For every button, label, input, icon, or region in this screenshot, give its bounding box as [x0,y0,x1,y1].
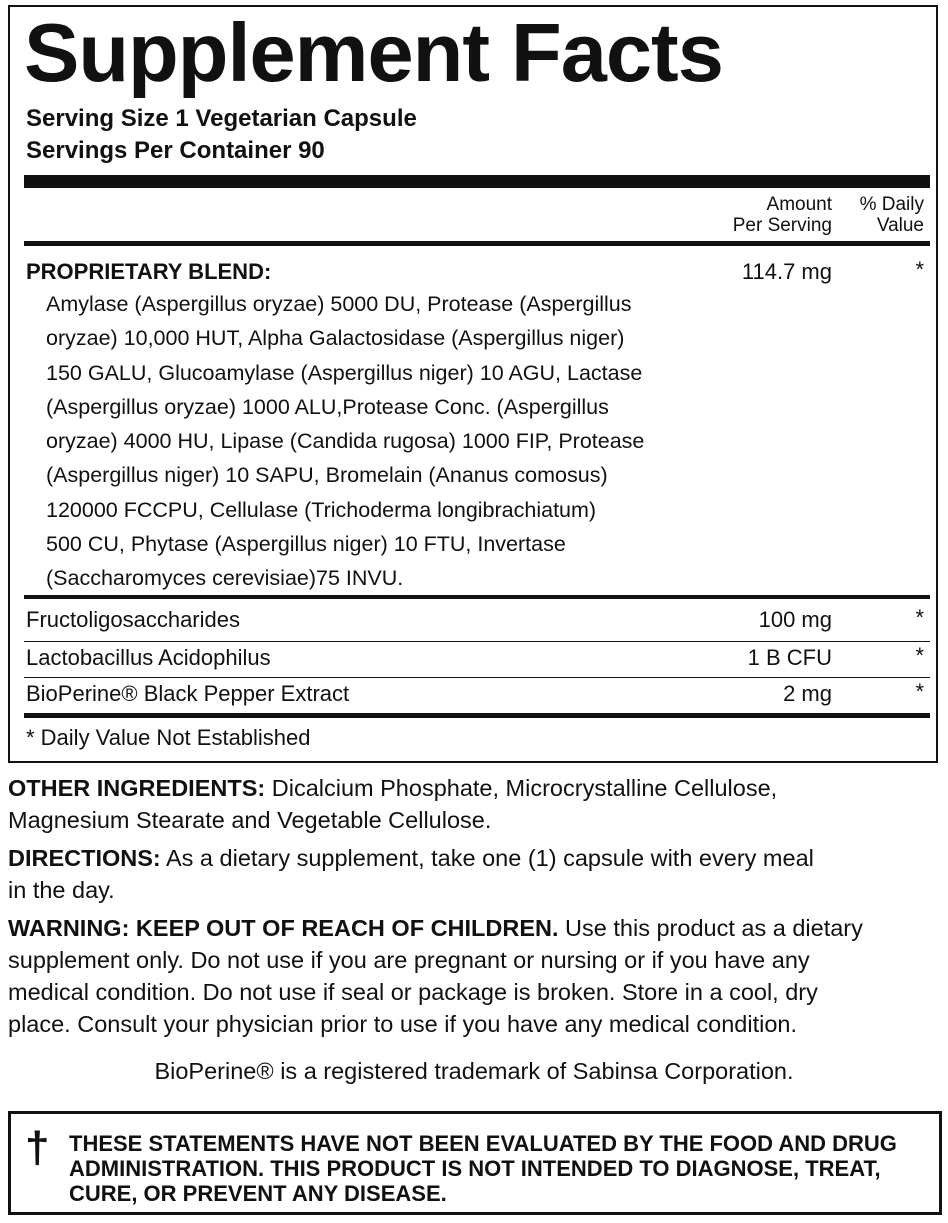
blend-name: PROPRIETARY BLEND: [26,259,272,284]
other-ingredients-label: OTHER INGREDIENTS: [8,775,266,801]
thick-divider [24,175,930,188]
footnote: * Daily Value Not Established [26,725,311,750]
other-ingredients-text: Magnesium Stearate and Vegetable Cellulose. [8,807,492,833]
warning-text: medical condition. Do not use if seal or package is broken. Store in a cool, dry [8,979,818,1005]
blend-line: oryzae) 10,000 HUT, Alpha Galactosidase (Aspergillus niger) [46,326,625,351]
dv-header-line-2: Value [876,215,924,236]
disclaimer-line: CURE, OR PREVENT ANY DISEASE. [69,1181,447,1206]
blend-line: (Aspergillus oryzae) 1000 ALU,Protease Conc. (Aspergillus [46,394,609,419]
ingredient-dv: * [915,679,924,704]
ingredient-name: Fructoligosaccharides [26,607,240,632]
blend-ingredients [46,287,736,596]
other-ingredients [8,772,938,836]
blend-divider [24,595,930,599]
blend-line: 500 CU, Phytase (Aspergillus niger) 10 FTU, Invertase [46,532,566,557]
amount-header-line-1: Amount [766,194,832,215]
footer-divider [24,713,930,718]
blend-amount: 114.7 mg [741,259,832,284]
amount-header [733,194,832,236]
ingredient-amount: 1 B CFU [747,645,832,670]
fda-disclaimer [8,1111,942,1215]
warning-label: WARNING: KEEP OUT OF REACH OF CHILDREN. [8,915,559,941]
trademark-notice: BioPerine® is a registered trademark of Sabinsa Corporation. [154,1058,794,1084]
disclaimer-line: THESE STATEMENTS HAVE NOT BEEN EVALUATED BY THE FOOD AND DRUG [69,1131,897,1156]
blend-line: 120000 FCCPU, Cellulase (Trichoderma longibrachiatum) [46,497,597,522]
warning [8,912,938,1040]
servings-per-container: Servings Per Container 90 [26,137,325,164]
blend-line: (Saccharomyces cerevisiae)75 INVU. [46,566,404,591]
directions-label: DIRECTIONS: [8,845,161,871]
warning-text: Use this product as a dietary [558,915,863,941]
serving-size: Serving Size 1 Vegetarian Capsule [26,105,417,132]
disclaimer-line: ADMINISTRATION. THIS PRODUCT IS NOT INTENDED TO DIAGNOSE, TREAT, [69,1156,881,1181]
ingredient-amount: 2 mg [783,681,832,706]
dv-header-line-1: % Daily [859,194,924,215]
directions-text: in the day. [8,877,115,903]
ingredient-dv: * [915,605,924,630]
blend-line: 150 GALU, Glucoamylase (Aspergillus niger) 10 AGU, Lactase [46,360,643,385]
panel-title: Supplement Facts [24,6,723,99]
daily-value-header [860,194,924,236]
blend-dv: * [915,257,924,282]
blend-line: (Aspergillus niger) 10 SAPU, Bromelain (Ananus comosus) [46,463,608,488]
ingredient-name: Lactobacillus Acidophilus [26,645,271,670]
blend-line: Amylase (Aspergillus oryzae) 5000 DU, Protease (Aspergillus [46,292,632,316]
directions [8,842,938,906]
other-ingredients-text: Dicalcium Phosphate, Microcrystalline Cellulose, [265,775,778,801]
row-divider [24,641,930,642]
dagger-icon: † [25,1123,50,1172]
ingredient-dv: * [915,643,924,668]
amount-header-line-2: Per Serving [732,215,832,236]
supplement-facts-panel [8,5,938,763]
ingredient-amount: 100 mg [758,607,832,632]
blend-line: oryzae) 4000 HU, Lipase (Candida rugosa) 1000 FIP, Protease [46,429,645,454]
warning-text: supplement only. Do not use if you are pregnant or nursing or if you have any [8,947,810,973]
directions-text: As a dietary supplement, take one (1) capsule with every meal [160,845,814,871]
row-divider [24,677,930,678]
disclaimer-text [69,1131,929,1206]
ingredient-name: BioPerine® Black Pepper Extract [26,681,350,706]
header-divider [24,241,930,246]
warning-text: place. Consult your physician prior to use if you have any medical condition. [8,1011,797,1037]
